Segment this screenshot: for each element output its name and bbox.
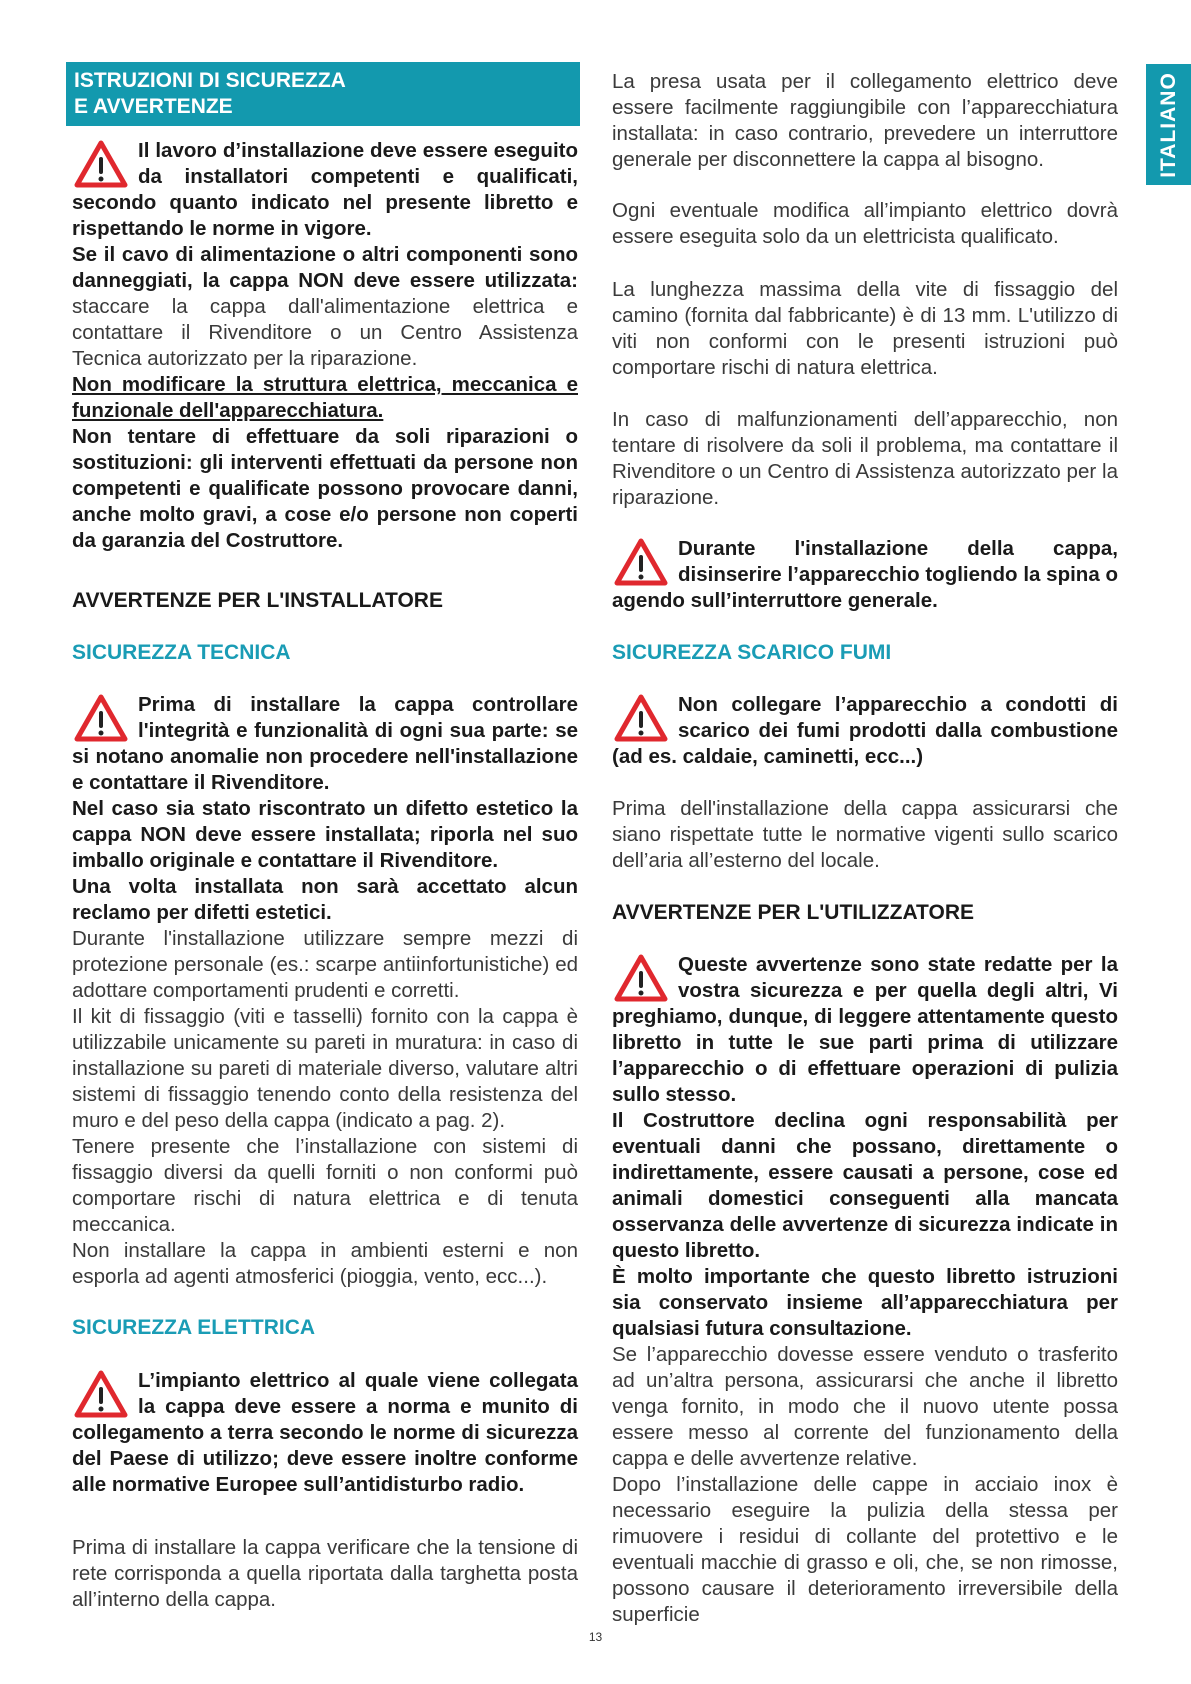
user-heading: AVVERTENZE PER L'UTILIZZATORE bbox=[612, 901, 975, 924]
paragraph: La presa usata per il collegamento elettrico deve essere facilmente raggiungibile con l’apparecchiatura installata: in caso contrario, prevedere un interruttore generale per disconnettere la cappa al bisogno. bbox=[612, 70, 1118, 171]
page-number: 13 bbox=[588, 1630, 603, 1644]
paragraph: Nel caso sia stato riscontrato un difetto estetico la cappa NON deve essere installata; riporla nel suo imballo originale e contattare il Rivenditore. bbox=[72, 797, 578, 872]
banner-line-1: ISTRUZIONI DI SICUREZZA bbox=[74, 69, 346, 92]
paragraph bbox=[72, 242, 578, 372]
warning-icon bbox=[614, 538, 668, 588]
paragraph: È molto importante che questo libretto istruzioni sia conservato insieme all’apparecchiatura per qualsiasi futura consultazione. bbox=[612, 1265, 1118, 1340]
fumes-safety-heading: SICUREZZA SCARICO FUMI bbox=[612, 641, 892, 664]
paragraph: Tenere presente che l’installazione con sistemi di fissaggio diversi da quelli forniti o non conformi può comportare rischi di natura elettrica e di tenuta meccanica. bbox=[72, 1135, 578, 1236]
warning-icon bbox=[74, 140, 128, 190]
paragraph: Il kit di fissaggio (viti e tasselli) fornito con la cappa è utilizzabile unicamente su pareti in muratura: in caso di installazione su pareti di materiale diverso, valutare altri sistemi di fissaggio tenendo conto della resistenza del muro e del peso della cappa (indicato a pag. 2). bbox=[72, 1005, 578, 1132]
section-banner bbox=[66, 62, 580, 126]
bold-text: Se il cavo di alimentazione o altri componenti sono danneggiati, la cappa NON deve essere utilizzata: bbox=[72, 243, 578, 292]
language-tab bbox=[1146, 64, 1191, 185]
paragraph: La lunghezza massima della vite di fissaggio del camino (fornita dal fabbricante) è di 13 mm. L'utilizzo di viti non conformi con le presenti istruzioni può comportare rischi di natura elettrica. bbox=[612, 278, 1118, 379]
warning-icon bbox=[74, 694, 128, 744]
paragraph: Queste avvertenze sono state redatte per la vostra sicurezza e per quella degli altri, Vi preghiamo, dunque, di leggere attentamente questo libretto in tutte le sue parti prima di utilizzare l’apparecchio o di effettuare operazioni di pulizia sullo stesso. bbox=[612, 953, 1118, 1106]
paragraph: Il lavoro d’installazione deve essere eseguito da installatori competenti e qualificati, secondo quanto indicato nel presente libretto e rispettando le norme in vigore. bbox=[72, 139, 578, 240]
paragraph: Non collegare l’apparecchio a condotti di scarico dei fumi prodotti dalla combustione (ad es. caldaie, caminetti, ecc...) bbox=[612, 693, 1118, 768]
installer-heading: AVVERTENZE PER L'INSTALLATORE bbox=[72, 589, 443, 612]
electrical-safety-block bbox=[72, 1368, 578, 1498]
user-warning-block bbox=[612, 952, 1118, 1628]
fumes-warning-block bbox=[612, 692, 1118, 770]
disconnect-warning-block bbox=[612, 536, 1118, 614]
paragraph: Se l’apparecchio dovesse essere venduto o trasferito ad un’altra persona, assicurarsi che anche il libretto venga fornito, in modo che il nuovo utente possa essere messo al corrente del funzionamento della cappa e delle avvertenze relative. bbox=[612, 1343, 1118, 1470]
paragraph: Ogni eventuale modifica all’impianto elettrico dovrà essere eseguita solo da un elettricista qualificato. bbox=[612, 199, 1118, 248]
language-tab-label: ITALIANO bbox=[1156, 71, 1180, 178]
technical-safety-heading: SICUREZZA TECNICA bbox=[72, 641, 291, 664]
paragraph: Non modificare la struttura elettrica, meccanica e funzionale dell'apparecchiatura. bbox=[72, 373, 578, 422]
warning-icon bbox=[614, 954, 668, 1004]
paragraph: Durante l'installazione utilizzare sempre mezzi di protezione personale (es.: scarpe antiinfortunistiche) ed adottare comportamenti prudenti e corretti. bbox=[72, 927, 578, 1002]
paragraph: Una volta installata non sarà accettato alcun reclamo per difetti estetici. bbox=[72, 875, 578, 924]
paragraph: Il Costruttore declina ogni responsabilità per eventuali danni che possano, direttamente o indirettamente, essere causati a persone, cose ed animali domestici conseguenti alla mancata osservanza delle avvertenze di sicurezza indicate in questo libretto. bbox=[612, 1109, 1118, 1262]
paragraph: L’impianto elettrico al quale viene collegata la cappa deve essere a norma e munito di collegamento a terra secondo le norme di sicurezza del Paese di utilizzo; deve essere inoltre conforme alle normative Europee sull’antidisturbo radio. bbox=[72, 1369, 578, 1496]
paragraph: Non installare la cappa in ambienti esterni e non esporla ad agenti atmosferici (pioggia, vento, ecc...). bbox=[72, 1239, 578, 1288]
warning-icon bbox=[74, 1370, 128, 1420]
normal-text: staccare la cappa dall'alimentazione elettrica e contattare il Rivenditore o un Centro Assistenza Tecnica autorizzato per la riparazione. bbox=[72, 295, 578, 370]
paragraph: Dopo l’installazione delle cappe in acciaio inox è necessario eseguire la pulizia della stessa per rimuovere i residui di collante del protettivo e le eventuali macchie di grasso e oli, che, se non rimosse, possono causare il deterioramento irreversibile della superficie bbox=[612, 1473, 1118, 1626]
paragraph: Prima di installare la cappa controllare l'integrità e funzionalità di ogni sua parte: se si notano anomalie non procedere nell'installazione e contattare il Rivenditore. bbox=[72, 693, 578, 794]
banner-line-2: E AVVERTENZE bbox=[74, 95, 233, 118]
warning-icon bbox=[614, 694, 668, 744]
intro-warning-block bbox=[72, 138, 578, 554]
electrical-safety-heading: SICUREZZA ELETTRICA bbox=[72, 1316, 316, 1339]
paragraph: Non tentare di effettuare da soli riparazioni o sostituzioni: gli interventi effettuati da persone non competenti e qualificate possono provocare danni, anche molto gravi, a cose e/o persone non coperti da garanzia del Costruttore. bbox=[72, 425, 578, 552]
paragraph: Prima dell'installazione della cappa assicurarsi che siano rispettate tutte le normative vigenti sullo scarico dell’aria all’esterno del locale. bbox=[612, 797, 1118, 872]
paragraph: Prima di installare la cappa verificare che la tensione di rete corrisponda a quella riportata dalla targhetta posta all’interno della cappa. bbox=[72, 1536, 578, 1611]
paragraph: Durante l'installazione della cappa, disinserire l’apparecchio togliendo la spina o agendo sull’interruttore generale. bbox=[612, 537, 1118, 612]
technical-safety-block bbox=[72, 692, 578, 1290]
paragraph: In caso di malfunzionamenti dell’apparecchio, non tentare di risolvere da soli il problema, ma contattare il Rivenditore o un Centro di Assistenza autorizzato per la riparazione. bbox=[612, 408, 1118, 509]
